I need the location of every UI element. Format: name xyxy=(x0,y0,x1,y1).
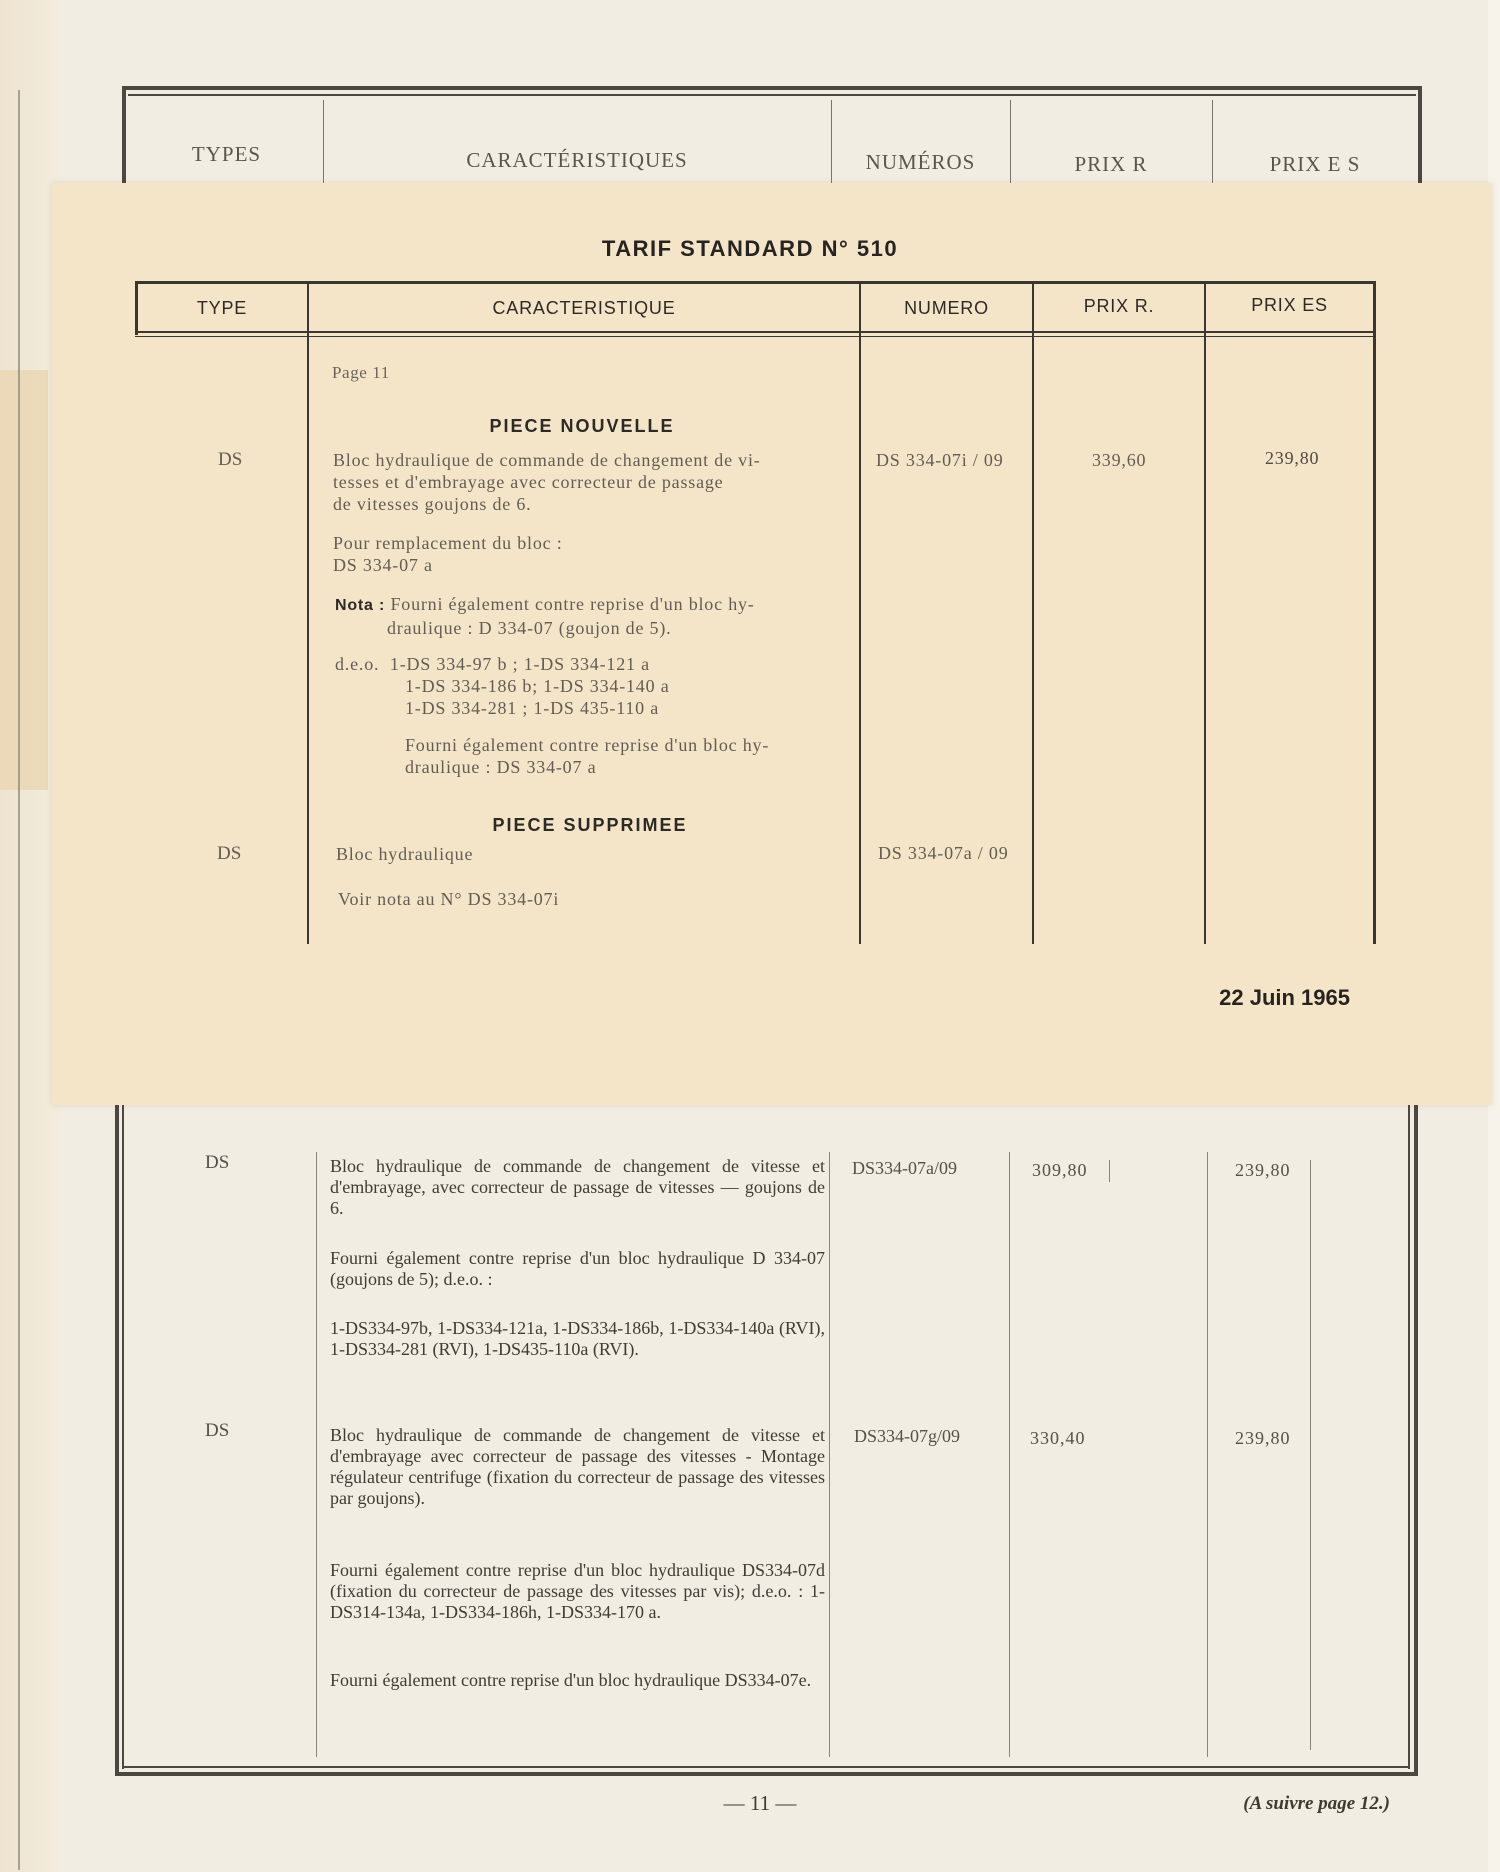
row-description: Bloc hydraulique de commande de changement de vitesse et d'embrayage avec correcteur de passage des vitesses - Montage régulateur centrifuge (fixation du correcteur de passage des vitesses par goujons). xyxy=(330,1425,825,1508)
slip-header-caracteristique: CARACTERISTIQUE xyxy=(492,298,676,318)
column-divider xyxy=(1207,1152,1208,1757)
replacement-note xyxy=(333,532,843,576)
price-r: 339,60 xyxy=(1092,450,1147,470)
slip-header-rule xyxy=(135,336,1375,337)
frame-border-bottom xyxy=(115,1772,1418,1776)
extra-note xyxy=(335,734,845,778)
header-caracteristiques: CARACTÉRISTIQUES xyxy=(466,148,688,172)
frame-border-left xyxy=(122,86,126,196)
correction-slip xyxy=(52,183,1492,1105)
frame-border-top-inner xyxy=(128,94,1416,96)
deo-line: 1-DS 334-97 b ; 1-DS 334-121 a xyxy=(389,654,650,674)
deo-block xyxy=(335,653,845,719)
description-line: de vitesses goujons de 6. xyxy=(333,494,532,514)
frame-border-right-inner xyxy=(1408,1105,1410,1769)
column-divider xyxy=(1009,1152,1010,1757)
slip-header-type: TYPE xyxy=(196,298,248,318)
replacement-line: Pour remplacement du bloc : xyxy=(333,533,563,553)
continued-note: (A suivre page 12.) xyxy=(1243,1793,1390,1814)
removed-part-description: Bloc hydraulique xyxy=(336,844,474,864)
slip-header-prix-r: PRIX R. xyxy=(1083,296,1155,316)
row-type: DS xyxy=(217,843,242,864)
nota-line: Fourni également contre reprise d'un bloc hy- xyxy=(390,594,755,614)
slip-border-right xyxy=(1373,281,1376,944)
column-divider xyxy=(859,281,861,944)
column-divider xyxy=(1204,281,1206,944)
frame-border-bottom-inner xyxy=(122,1766,1410,1768)
slip-header-rule xyxy=(135,331,1375,333)
binding-line xyxy=(18,90,20,1870)
nota-line: draulique : D 334-07 (goujon de 5). xyxy=(387,618,672,638)
description-line: Bloc hydraulique de commande de changement de vi- xyxy=(333,450,761,470)
section-heading-removed: PIECE SUPPRIMEE xyxy=(492,815,688,835)
deo-line: 1-DS 334-281 ; 1-DS 435-110 a xyxy=(405,698,660,718)
nota-label: Nota : xyxy=(335,597,386,614)
slip-header-prix-es: PRIX ES xyxy=(1251,295,1328,315)
removed-part-note: Voir nota au N° DS 334-07i xyxy=(338,889,560,909)
replacement-line: DS 334-07 a xyxy=(333,555,433,575)
price-es: 239,80 xyxy=(1235,1160,1291,1180)
row-note: Fourni également contre reprise d'un bloc hydraulique D 334-07 (goujons de 5); d.e.o. : xyxy=(330,1248,825,1289)
column-divider xyxy=(316,1152,317,1757)
row-note: Fourni également contre reprise d'un bloc hydraulique DS334-07d (fixation du correcteur de passage des vitesses par vis); d.e.o. : 1-DS314-134a, 1-DS334-186h, 1-DS334-170 a. xyxy=(330,1560,825,1622)
extra-line: Fourni également contre reprise d'un bloc hy- xyxy=(405,735,770,755)
new-part-description xyxy=(333,449,843,515)
column-divider xyxy=(829,1152,830,1757)
frame-border-right-lower xyxy=(1414,1105,1418,1775)
page-reference: Page 11 xyxy=(332,363,390,382)
part-number: DS334-07g/09 xyxy=(854,1426,961,1446)
column-divider xyxy=(1212,100,1213,195)
row-note: 1-DS334-97b, 1-DS334-121a, 1-DS334-186b, 1-DS334-140a (RVI), 1-DS334-281 (RVI), 1-DS435-110a (RVI). xyxy=(330,1318,825,1359)
row-type: DS xyxy=(205,1152,230,1173)
binding-strip xyxy=(0,0,58,1872)
deo-label: d.e.o. xyxy=(335,654,380,674)
slip-header-numero: NUMERO xyxy=(904,298,989,318)
part-number: DS334-07a/09 xyxy=(852,1158,957,1178)
extra-line: draulique : DS 334-07 a xyxy=(405,757,597,777)
frame-border-left-lower xyxy=(115,1105,119,1775)
slip-date: 22 Juin 1965 xyxy=(1219,985,1350,1010)
glue-stain xyxy=(0,370,48,790)
part-number: DS 334-07i / 09 xyxy=(876,450,1004,470)
nota-block xyxy=(335,593,845,639)
frame-border-right xyxy=(1418,86,1422,196)
price-r: 330,40 xyxy=(1030,1428,1086,1448)
header-prix-r: PRIX R xyxy=(1074,152,1148,176)
column-divider xyxy=(831,100,832,195)
row-description xyxy=(330,1156,825,1219)
price-es: 239,80 xyxy=(1265,448,1320,468)
deo-line: 1-DS 334-186 b; 1-DS 334-140 a xyxy=(405,676,670,696)
row-type: DS xyxy=(218,449,243,470)
price-tick xyxy=(1310,1160,1311,1750)
description-line: tesses et d'embrayage avec correcteur de passage xyxy=(333,472,724,492)
column-divider xyxy=(1010,100,1011,195)
column-divider xyxy=(307,281,309,944)
row-type: DS xyxy=(205,1420,230,1441)
price-r: 309,80 xyxy=(1032,1160,1088,1180)
header-prix-es: PRIX E S xyxy=(1269,152,1361,176)
part-number: DS 334-07a / 09 xyxy=(878,843,1009,863)
row-note: Fourni également contre reprise d'un bloc hydraulique DS334-07e. xyxy=(330,1670,812,1690)
section-heading-new: PIECE NOUVELLE xyxy=(489,416,675,436)
description-main: Bloc hydraulique de commande de changement de vitesse et d'embrayage, avec correcteur de passage de vitesses — goujons de 6. xyxy=(330,1156,825,1218)
slip-table-top-border xyxy=(135,281,1375,284)
price-tick xyxy=(1109,1160,1110,1182)
price-es: 239,80 xyxy=(1235,1428,1291,1448)
header-types: TYPES xyxy=(191,142,262,166)
frame-border-left-inner xyxy=(122,1105,124,1769)
slip-title: TARIF STANDARD N° 510 xyxy=(601,236,899,261)
page-number: — 11 — xyxy=(723,1791,797,1815)
header-numeros: NUMÉROS xyxy=(865,150,976,174)
frame-border-top xyxy=(122,86,1422,90)
